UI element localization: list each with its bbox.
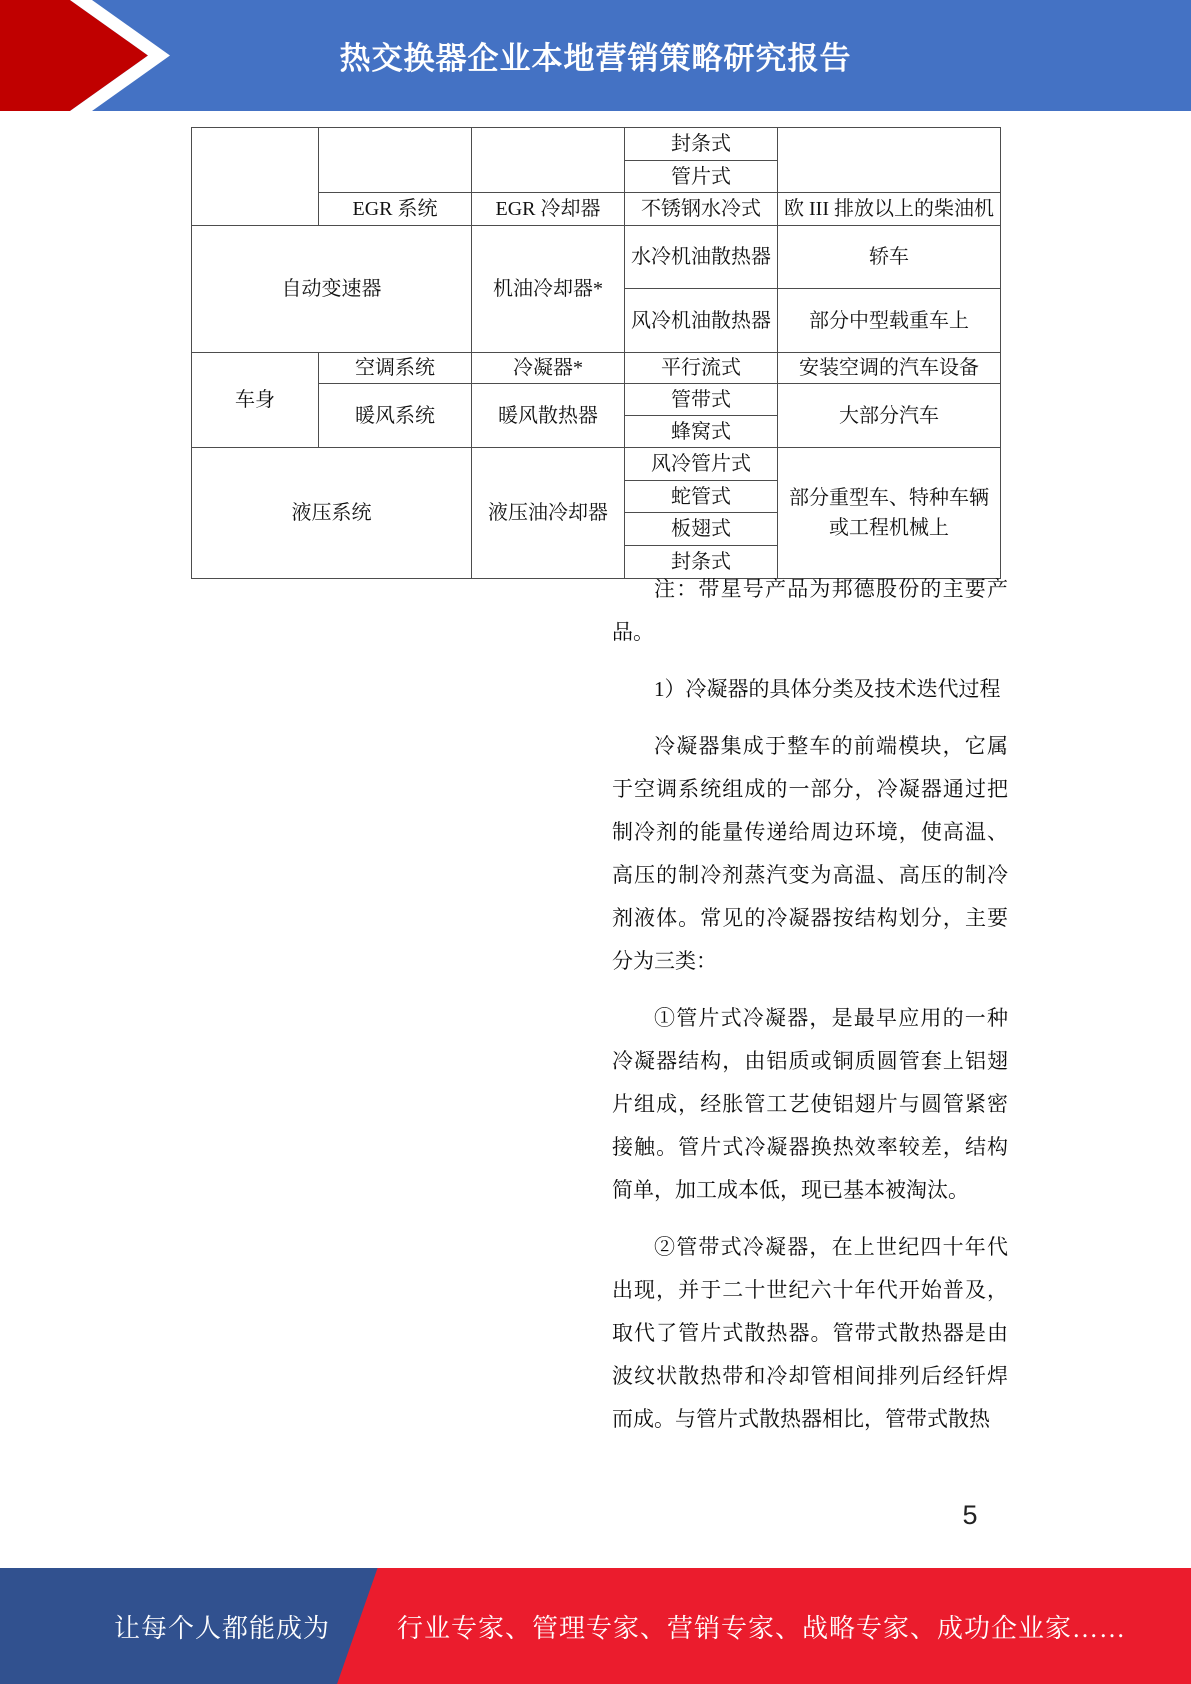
- table-cell: 平行流式: [625, 353, 778, 384]
- table-cell: 部分重型车、特种车辆 或工程机械上: [778, 448, 1001, 579]
- table-cell: 安装空调的汽车设备: [778, 353, 1001, 384]
- table-cell: 大部分汽车: [778, 384, 1001, 448]
- table-cell: 车身: [192, 353, 319, 448]
- body-paragraph: ②管带式冷凝器，在上世纪四十年代出现，并于二十世纪六十年代开始普及，取代了管片式散热器。管带式散热器是由波纹状散热带和冷却管相间排列后经钎焊而成。与管片式散热器相比，管带式散热: [612, 1235, 1008, 1431]
- footer-slogan-left: 让每个人都能成为: [113, 1613, 330, 1643]
- table-cell: 封条式: [625, 128, 778, 161]
- table-cell: 机油冷却器*: [472, 226, 625, 353]
- page-title: 热交换器企业本地营销策略研究报告: [339, 41, 852, 76]
- table-cell: 部分中型载重车上: [778, 289, 1001, 353]
- page-number: 5: [962, 1500, 978, 1530]
- table-cell: EGR 系统: [319, 193, 472, 226]
- page-header: [0, 0, 1191, 111]
- table-cell: 水冷机油散热器: [625, 226, 778, 289]
- product-table: [191, 127, 1001, 579]
- body-paragraph: ①管片式冷凝器，是最早应用的一种冷凝器结构，由铝质或铜质圆管套上铝翅片组成，经胀管工艺使铝翅片与圆管紧密接触。管片式冷凝器换热效率较差，结构简单，加工成本低，现已基本被淘汰。: [612, 1006, 1008, 1202]
- page-footer: [0, 1568, 1191, 1684]
- note-paragraph: 注：带星号产品为邦德股份的主要产品。: [612, 577, 1008, 644]
- table-cell: [472, 128, 625, 193]
- table-cell: 蛇管式: [625, 481, 778, 513]
- table-cell: EGR 冷却器: [472, 193, 625, 226]
- table-cell: 管带式: [625, 384, 778, 416]
- table-cell: 风冷机油散热器: [625, 289, 778, 353]
- table-cell: 欧 III 排放以上的柴油机: [778, 193, 1001, 226]
- footer-slogan-right: 行业专家、管理专家、营销专家、战略专家、成功企业家……: [397, 1613, 1127, 1643]
- table-cell: 风冷管片式: [625, 448, 778, 481]
- section-heading: 1）冷凝器的具体分类及技术迭代过程: [654, 677, 1001, 701]
- table-cell: 自动变速器: [192, 226, 472, 353]
- table-cell: 板翅式: [625, 513, 778, 546]
- table-cell: 液压系统: [192, 448, 472, 579]
- table-cell: [192, 128, 319, 226]
- table-cell: 暖风系统: [319, 384, 472, 448]
- table-cell: 蜂窝式: [625, 416, 778, 448]
- table-cell: 管片式: [625, 161, 778, 193]
- table-cell: 封条式: [625, 546, 778, 579]
- body-text-column: [612, 568, 1008, 1455]
- table-cell: 不锈钢水冷式: [625, 193, 778, 226]
- body-paragraph: 冷凝器集成于整车的前端模块，它属于空调系统组成的一部分，冷凝器通过把制冷剂的能量传递给周边环境，使高温、高压的制冷剂蒸汽变为高温、高压的制冷剂液体。常见的冷凝器按结构划分，主要分为三类：: [612, 734, 1008, 973]
- table-cell: 轿车: [778, 226, 1001, 289]
- table-cell: 冷凝器*: [472, 353, 625, 384]
- table-cell: 暖风散热器: [472, 384, 625, 448]
- table-cell: [778, 128, 1001, 193]
- table-cell: 液压油冷却器: [472, 448, 625, 579]
- table-cell: [319, 128, 472, 193]
- table-cell: 空调系统: [319, 353, 472, 384]
